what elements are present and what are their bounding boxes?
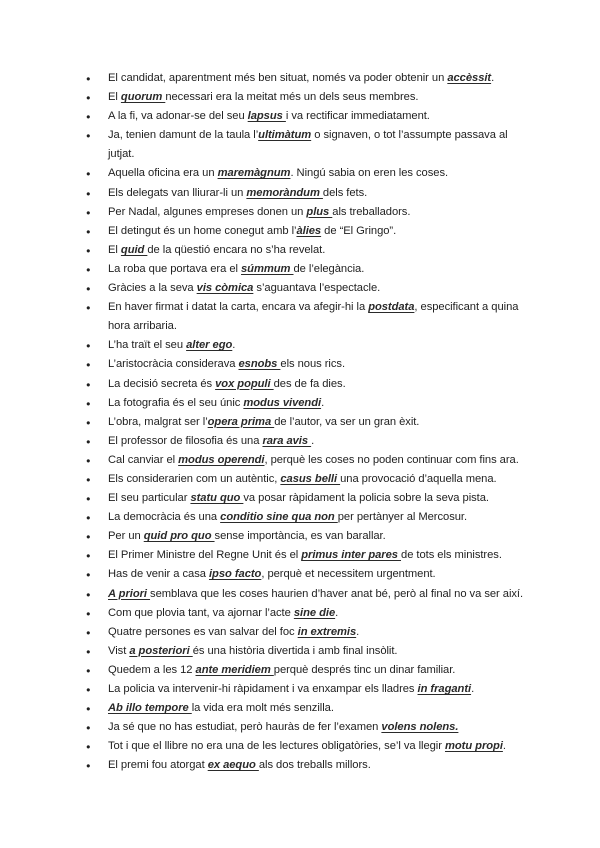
latin-term: opera prima bbox=[207, 415, 275, 428]
list-item bbox=[84, 184, 532, 203]
list-item bbox=[84, 604, 532, 623]
list-item bbox=[84, 470, 532, 489]
list-item bbox=[84, 623, 532, 642]
list-item bbox=[84, 394, 532, 413]
latin-term: vox populi bbox=[215, 377, 274, 390]
latin-term: a posteriori bbox=[129, 644, 193, 657]
sentence-text-after: una provocació d’aquella mena. bbox=[340, 472, 497, 485]
sentence-text-before: La fotografia és el seu únic bbox=[108, 396, 244, 409]
sentence-text-before: Els considerarien com un autèntic, bbox=[108, 472, 281, 485]
latin-term: motu propi bbox=[444, 740, 503, 753]
list-item bbox=[84, 718, 532, 737]
list-item bbox=[84, 756, 532, 775]
latin-term: súmmum bbox=[241, 262, 294, 275]
sentence-text-before: Vist bbox=[108, 644, 130, 657]
list-item bbox=[84, 88, 532, 107]
sentence-text-before: La policia va intervenir-hi ràpidament i va enxampar els lladres bbox=[108, 683, 418, 695]
list-item bbox=[84, 508, 532, 527]
list-item bbox=[84, 737, 532, 756]
list-item bbox=[84, 279, 532, 298]
sentence-text-before: Per Nadal, algunes empreses donen un bbox=[108, 205, 307, 218]
latin-term: conditio sine qua non bbox=[220, 511, 338, 524]
latin-term: quid bbox=[120, 243, 148, 256]
sentence-text-before: El Primer Ministre del Regne Unit és el bbox=[108, 549, 302, 562]
latin-term: ante meridiem bbox=[195, 663, 274, 676]
latin-term: postdata bbox=[368, 301, 415, 314]
latin-term: quid pro quo bbox=[143, 530, 215, 543]
list-item bbox=[84, 642, 532, 661]
sentence-text-before: Cal canviar el bbox=[108, 453, 179, 466]
list-item bbox=[84, 164, 532, 183]
sentence-text-after: dels fets. bbox=[322, 186, 368, 199]
sentence-text-before: Tot i que el llibre no era una de les lectures obligatòries, se’l va llegir bbox=[108, 740, 445, 753]
latin-term: plus bbox=[306, 205, 333, 218]
sentence-text-before: El seu particular bbox=[108, 492, 191, 505]
latin-term: lapsus bbox=[247, 110, 286, 123]
sentence-text-after: s’aguantava l’espectacle. bbox=[253, 282, 381, 295]
sentence-text-before: L’obra, malgrat ser l’ bbox=[108, 415, 208, 428]
latin-term: in extremis bbox=[297, 625, 357, 638]
latin-term: A priori bbox=[108, 587, 151, 600]
sentence-text-after: , perquè et necessitem urgentment. bbox=[261, 568, 436, 581]
sentence-text-after: necessari era la meitat més un dels seus membres. bbox=[165, 91, 419, 104]
list-item bbox=[84, 260, 532, 279]
list-item bbox=[84, 680, 532, 699]
sentence-text-before: Com que plovia tant, va ajornar l’acte bbox=[108, 606, 294, 619]
sentence-text-after: . bbox=[232, 339, 236, 352]
sentence-text-before: La democràcia és una bbox=[108, 511, 221, 524]
list-item bbox=[84, 432, 532, 451]
sentence-text-after: , perquè les coses no poden continuar com fins ara. bbox=[264, 453, 519, 466]
sentence-text-before: El premi fou atorgat bbox=[108, 759, 208, 772]
sentence-text-after: és una història divertida i amb final insòlit. bbox=[192, 644, 398, 657]
list-item bbox=[84, 565, 532, 584]
latin-term: modus operendi bbox=[178, 453, 265, 466]
sentence-text-after: de l’elegància. bbox=[293, 262, 365, 275]
sentence-text-after: els nous rics. bbox=[280, 358, 346, 371]
sentence-text-after: , especificant a quina hora arribaria. bbox=[108, 301, 519, 333]
list-item bbox=[84, 298, 532, 336]
latin-term: primus inter pares bbox=[301, 549, 402, 562]
sentence-text-before: A la fi, va adonar-se del seu bbox=[108, 110, 248, 123]
sentence-text-before: El candidat, aparentment més ben situat, només va poder obtenir un bbox=[108, 72, 448, 84]
list-item bbox=[84, 489, 532, 508]
sentence-text-before: Has de venir a casa bbox=[108, 568, 209, 581]
sentence-text-after: . Ningú sabia on eren les coses. bbox=[290, 167, 449, 180]
list-item bbox=[84, 69, 532, 88]
sentence-text-before: En haver firmat i datat la carta, encara va afegir-hi la bbox=[108, 301, 369, 314]
list-item bbox=[84, 126, 532, 164]
sentence-text-before: La roba que portava era el bbox=[108, 262, 241, 275]
latin-term: accèssit bbox=[447, 72, 492, 84]
sentence-text-after: . bbox=[335, 606, 339, 619]
sentence-text-before: Per un bbox=[108, 530, 144, 543]
list-item bbox=[84, 222, 532, 241]
sentence-text-before: El detingut és un home conegut amb l’ bbox=[108, 224, 297, 237]
list-item bbox=[84, 527, 532, 546]
sentence-text-before: Quatre persones es van salvar del foc bbox=[108, 625, 298, 638]
list-item bbox=[84, 585, 532, 604]
list-item bbox=[84, 699, 532, 718]
list-item bbox=[84, 355, 532, 374]
latin-term: memoràndum bbox=[246, 186, 323, 199]
latin-term: statu quo bbox=[190, 492, 244, 505]
sentence-text-after: . bbox=[471, 683, 475, 695]
latin-term: ultimàtum bbox=[258, 129, 312, 142]
latin-term: vis còmica bbox=[196, 282, 254, 295]
sentence-text-before: Aquella oficina era un bbox=[108, 167, 218, 180]
sentence-list bbox=[84, 69, 532, 775]
latin-term: alter ego bbox=[186, 339, 233, 352]
sentence-text-after: la vida era molt més senzilla. bbox=[191, 702, 334, 715]
latin-term: àlies bbox=[296, 224, 322, 237]
sentence-text-after: . bbox=[491, 72, 495, 84]
sentence-text-after: de la qüestió encara no s’ha revelat. bbox=[147, 243, 326, 256]
latin-term: quorum bbox=[120, 91, 166, 104]
latin-term: ex aequo bbox=[207, 759, 259, 772]
latin-term: modus vivendi bbox=[243, 396, 322, 409]
sentence-text-after: de tots els ministres. bbox=[401, 549, 502, 562]
latin-term: sine die bbox=[293, 606, 336, 619]
sentence-text-after: . bbox=[321, 396, 325, 409]
sentence-text-after: va posar ràpidament la policia sobre la seva pista. bbox=[243, 492, 489, 505]
sentence-text-after: als dos treballs millors. bbox=[258, 759, 371, 772]
sentence-text-before: Els delegats van lliurar-li un bbox=[108, 186, 247, 199]
sentence-text-after: als treballadors. bbox=[332, 205, 411, 218]
sentence-text-after: sense importància, es van barallar. bbox=[214, 530, 386, 543]
sentence-text-after: semblava que les coses haurien d’haver anat bé, però al final no va ser així. bbox=[150, 587, 524, 600]
list-item bbox=[84, 336, 532, 355]
sentence-text-before: Ja sé que no has estudiat, però hauràs de fer l’examen bbox=[108, 721, 382, 734]
latin-term: esnobs bbox=[238, 358, 281, 371]
sentence-text-after: o signaven, o tot l’assumpte passava al jutjat. bbox=[108, 129, 508, 161]
list-item bbox=[84, 107, 532, 126]
sentence-text-after: de l’autor, va ser un gran èxit. bbox=[274, 415, 420, 428]
latin-term: maremàgnum bbox=[217, 167, 291, 180]
sentence-text-after: des de fa dies. bbox=[273, 377, 346, 390]
sentence-text-after: i va rectificar immediatament. bbox=[285, 110, 430, 123]
list-item bbox=[84, 203, 532, 222]
sentence-text-after: . bbox=[502, 740, 506, 753]
latin-term: casus belli bbox=[280, 472, 341, 485]
sentence-text-after: . bbox=[311, 434, 315, 447]
sentence-text-before: Gràcies a la seva bbox=[108, 282, 197, 295]
sentence-text-after: per pertànyer al Mercosur. bbox=[337, 511, 468, 524]
sentence-text-after: perquè després tinc un dinar familiar. bbox=[273, 663, 456, 676]
sentence-text-after: . bbox=[356, 625, 360, 638]
sentence-text-before: El bbox=[108, 243, 121, 256]
sentence-text-after: de “El Gringo”. bbox=[321, 224, 397, 237]
list-item bbox=[84, 375, 532, 394]
list-item bbox=[84, 413, 532, 432]
sentence-text-before: El bbox=[108, 91, 121, 104]
sentence-text-before: Ja, tenien damunt de la taula l’ bbox=[108, 129, 259, 142]
list-item bbox=[84, 546, 532, 565]
sentence-text-before: L’aristocràcia considerava bbox=[108, 358, 239, 371]
sentence-text-before: El professor de filosofia és una bbox=[108, 434, 263, 447]
sentence-text-before: La decisió secreta és bbox=[108, 377, 216, 390]
latin-term: in fraganti bbox=[417, 683, 472, 695]
latin-term: ipso facto bbox=[208, 568, 262, 581]
list-item bbox=[84, 241, 532, 260]
list-item bbox=[84, 451, 532, 470]
list-item bbox=[84, 661, 532, 680]
latin-term: volens nolens. bbox=[381, 721, 459, 734]
latin-term: rara avis bbox=[262, 434, 312, 447]
sentence-text-before: Quedem a les 12 bbox=[108, 663, 196, 676]
latin-term: Ab illo tempore bbox=[108, 702, 192, 715]
sentence-text-before: L’ha traït el seu bbox=[108, 339, 187, 352]
